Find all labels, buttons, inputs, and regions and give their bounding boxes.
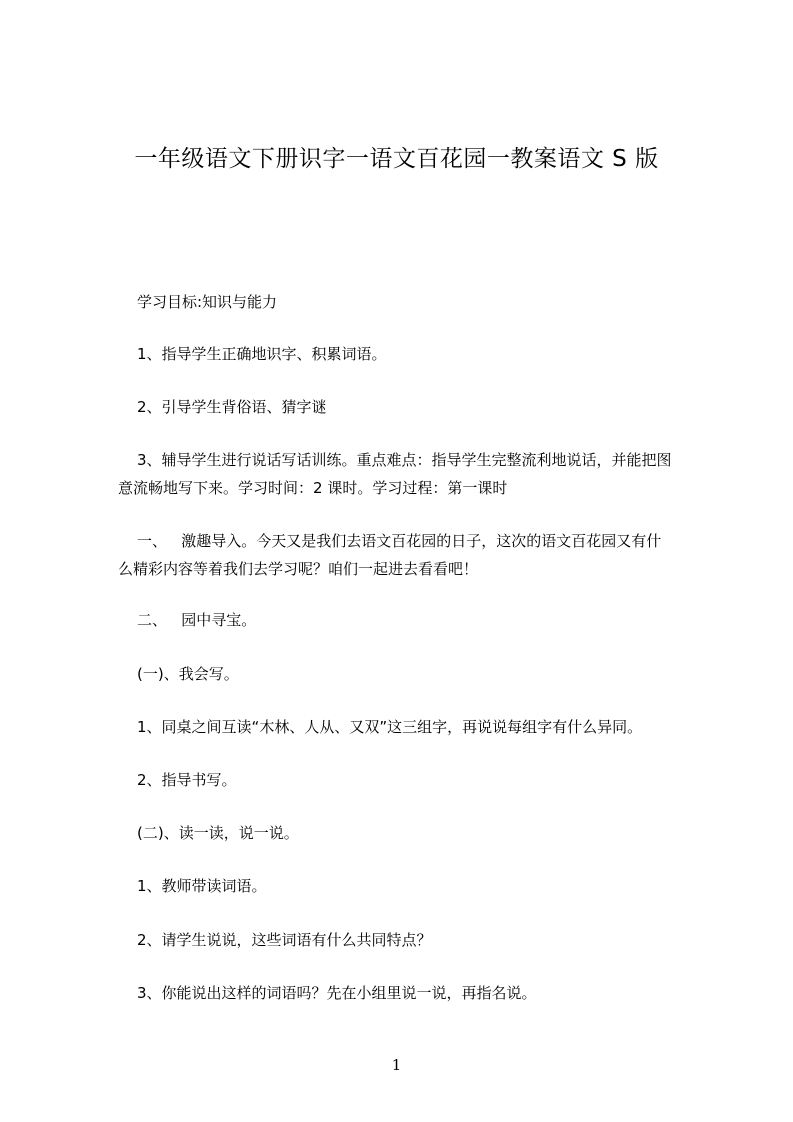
paragraph-section-1-line-2: 么精彩内容等着我们去学习呢？咱们一起进去看看吧！ [118,560,479,578]
document-title: 一年级语文下册识字一语文百花园一教案语文 S 版 [134,146,659,172]
paragraph-subsection-2: (二)、读一读，说一说。 [137,824,299,842]
paragraph-goal-3-line-2: 意流畅地写下来。学习时间：2 课时。学习过程：第一课时 [118,479,508,497]
paragraph-goal-1: 1、指导学生正确地识字、积累词语。 [137,345,387,363]
paragraph-subsection-1: (一)、我会写。 [137,665,239,683]
paragraph-subsection-1-item-2: 2、指导书写。 [137,771,237,789]
paragraph-subsection-2-item-3: 3、你能说出这样的词语吗？先在小组里说一说，再指名说。 [137,984,537,1002]
paragraph-section-1-line-1: 一、 激趣导入。今天又是我们去语文百花园的日子，这次的语文百花园又有什 [137,532,662,550]
paragraph-section-2: 二、 园中寻宝。 [137,611,257,629]
paragraph-subsection-2-item-2: 2、请学生说说，这些词语有什么共同特点？ [137,931,432,949]
paragraph-goal-3-line-1: 3、辅导学生进行说话写话训练。重点难点：指导学生完整流利地说话，并能把图 [137,451,672,469]
paragraph-subsection-2-item-1: 1、教师带读词语。 [137,877,267,895]
page-number: 1 [391,1056,402,1074]
paragraph-goal-2: 2、引导学生背俗语、猜字谜 [137,398,327,416]
paragraph-learning-goals: 学习目标:知识与能力 [137,293,278,311]
paragraph-subsection-1-item-1: 1、同桌之间互读“木林、人从、又双”这三组字，再说说每组字有什么异同。 [137,718,643,736]
